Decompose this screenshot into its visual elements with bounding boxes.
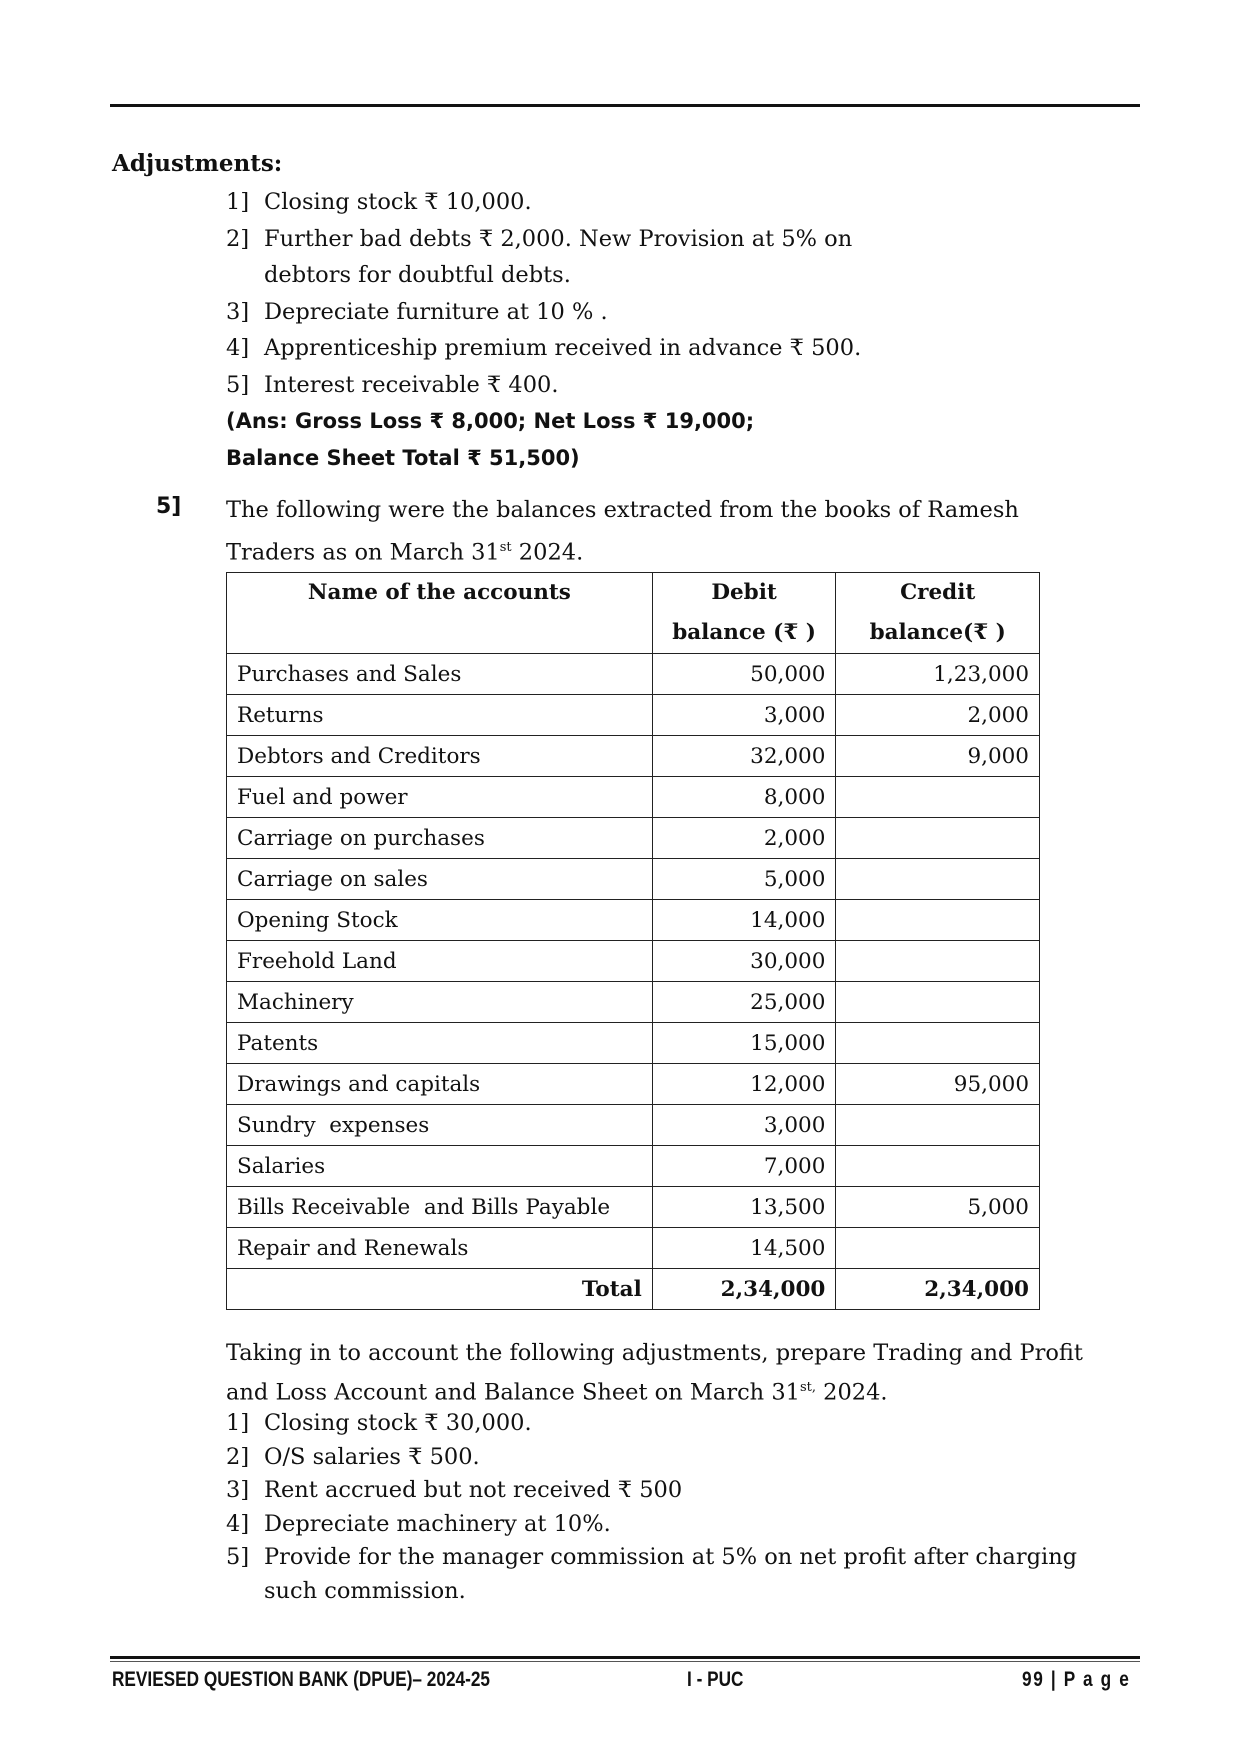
- adjustment-item: [226, 184, 1026, 221]
- total-debit: 2,34,000: [652, 1269, 836, 1310]
- account-name: Freehold Land: [227, 941, 653, 982]
- credit-value: 2,000: [836, 695, 1040, 736]
- credit-value: [836, 1228, 1040, 1269]
- table-row: [227, 818, 1040, 859]
- adjustments2-list: [226, 1407, 1126, 1608]
- adjustment-text: Depreciate furniture at 10 % .: [264, 298, 608, 325]
- account-name: Bills Receivable and Bills Payable: [227, 1187, 653, 1228]
- footer-page-number: 99 | P a g e: [1022, 1668, 1131, 1691]
- header-debit: [652, 573, 836, 654]
- account-name: Carriage on purchases: [227, 818, 653, 859]
- debit-value: 13,500: [652, 1187, 836, 1228]
- adjustment-number: 2]: [226, 225, 250, 252]
- account-name: Machinery: [227, 982, 653, 1023]
- question-intro-sup: st: [499, 540, 512, 555]
- table-row: [227, 736, 1040, 777]
- debit-value: 14,000: [652, 900, 836, 941]
- table-row: [227, 654, 1040, 695]
- adjustment-text: Closing stock ₹ 10,000.: [264, 189, 532, 215]
- debit-value: 15,000: [652, 1023, 836, 1064]
- table-row: [227, 1023, 1040, 1064]
- table-row: [227, 982, 1040, 1023]
- credit-value: [836, 1105, 1040, 1146]
- table-row: [227, 900, 1040, 941]
- account-name: Debtors and Creditors: [227, 736, 653, 777]
- table-row: [227, 777, 1040, 818]
- credit-value: 95,000: [836, 1064, 1040, 1105]
- adjustment-item: [226, 330, 1026, 367]
- footer-rule-thin: [110, 1661, 1140, 1662]
- credit-value: [836, 1023, 1040, 1064]
- header-credit: [836, 573, 1040, 654]
- account-name: Purchases and Sales: [227, 654, 653, 695]
- account-name: Repair and Renewals: [227, 1228, 653, 1269]
- question-intro-text: The following were the balances extracted from the books of Ramesh Traders as on March 31: [226, 497, 1019, 566]
- trial-balance-table: [226, 572, 1040, 1310]
- total-label: Total: [227, 1269, 653, 1310]
- debit-value: 7,000: [652, 1146, 836, 1187]
- account-name: Salaries: [227, 1146, 653, 1187]
- adjustment2-text: Depreciate machinery at 10%.: [264, 1510, 611, 1537]
- adjustment2-number: 5]: [226, 1544, 250, 1570]
- answer-line-1: (Ans: Gross Loss ₹ 8,000; Net Loss ₹ 19,000;: [226, 409, 755, 433]
- header-debit-line2: balance (₹ ): [672, 620, 816, 645]
- debit-value: 8,000: [652, 777, 836, 818]
- debit-value: 12,000: [652, 1064, 836, 1105]
- adjustment-item: [226, 294, 1026, 331]
- question-intro-year: 2024.: [511, 539, 584, 566]
- table-total-row: [227, 1269, 1040, 1310]
- adjustment-text: Apprenticeship premium received in advance ₹ 500.: [264, 335, 862, 361]
- debit-value: 25,000: [652, 982, 836, 1023]
- credit-value: [836, 982, 1040, 1023]
- debit-value: 32,000: [652, 736, 836, 777]
- adjustment-item: [226, 221, 1026, 294]
- table-row: [227, 1064, 1040, 1105]
- adjustment-number: 5]: [226, 371, 250, 398]
- question-number: 5]: [156, 494, 182, 519]
- adjustment2-item: [226, 1441, 1126, 1475]
- account-name: Drawings and capitals: [227, 1064, 653, 1105]
- adjustment-item: [226, 367, 1026, 404]
- adjustment2-text: O/S salaries ₹ 500.: [264, 1443, 480, 1470]
- credit-value: 5,000: [836, 1187, 1040, 1228]
- account-name: Fuel and power: [227, 777, 653, 818]
- debit-value: 3,000: [652, 695, 836, 736]
- table-row: [227, 1105, 1040, 1146]
- answer-line-2: Balance Sheet Total ₹ 51,500): [226, 446, 580, 470]
- adjustment-number: 3]: [226, 298, 250, 325]
- adjustment-number: 4]: [226, 335, 250, 361]
- instruction-year: 2024.: [815, 1379, 888, 1405]
- table-row: [227, 941, 1040, 982]
- instruction-paragraph: [226, 1337, 1126, 1410]
- header-credit-line2: balance(₹ ): [869, 620, 1006, 645]
- footer-left: REVIESED QUESTION BANK (DPUE)– 2024-25: [112, 1668, 490, 1691]
- header-debit-line1: Debit: [711, 580, 777, 605]
- table-row: [227, 1146, 1040, 1187]
- debit-value: 5,000: [652, 859, 836, 900]
- debit-value: 3,000: [652, 1105, 836, 1146]
- adjustment2-text: Closing stock ₹ 30,000.: [264, 1410, 532, 1436]
- adjustment2-number: 3]: [226, 1477, 250, 1503]
- question-intro: [226, 491, 1106, 572]
- adjustments-list: [226, 184, 1026, 477]
- account-name: Patents: [227, 1023, 653, 1064]
- adjustment2-item: [226, 1508, 1126, 1542]
- adjustment2-number: 2]: [226, 1443, 250, 1470]
- credit-value: [836, 818, 1040, 859]
- credit-value: [836, 1146, 1040, 1187]
- adjustment2-text: Rent accrued but not received ₹ 500: [264, 1477, 683, 1503]
- adjustment2-number: 4]: [226, 1510, 250, 1537]
- adjustment-text: Further bad debts ₹ 2,000. New Provision at 5% on debtors for doubtful debts.: [264, 225, 853, 288]
- debit-value: 50,000: [652, 654, 836, 695]
- table-row: [227, 1187, 1040, 1228]
- total-credit: 2,34,000: [836, 1269, 1040, 1310]
- footer-center: I - PUC: [687, 1668, 744, 1691]
- table-row: [227, 859, 1040, 900]
- instruction-sup: st,: [799, 1379, 816, 1395]
- debit-value: 30,000: [652, 941, 836, 982]
- adjustment2-item: [226, 1474, 1126, 1508]
- account-name: Returns: [227, 695, 653, 736]
- adjustment-text: Interest receivable ₹ 400.: [264, 371, 559, 398]
- adjustment2-text: Provide for the manager commission at 5% on net profit after charging such commission.: [264, 1544, 1078, 1604]
- credit-value: [836, 859, 1040, 900]
- adjustments-heading: Adjustments:: [112, 150, 283, 177]
- adjustment2-item: [226, 1407, 1126, 1441]
- instruction-text: Taking in to account the following adjustments, prepare Trading and Profit and Loss Account and Balance Sheet on March 31: [226, 1340, 1083, 1405]
- credit-value: [836, 941, 1040, 982]
- adjustment-number: 1]: [226, 189, 250, 215]
- header-name-label: Name of the accounts: [307, 580, 571, 605]
- table-header-row: [227, 573, 1040, 654]
- credit-value: 9,000: [836, 736, 1040, 777]
- debit-value: 14,500: [652, 1228, 836, 1269]
- table-row: [227, 695, 1040, 736]
- account-name: Opening Stock: [227, 900, 653, 941]
- credit-value: 1,23,000: [836, 654, 1040, 695]
- account-name: Carriage on sales: [227, 859, 653, 900]
- adjustment2-number: 1]: [226, 1410, 250, 1436]
- credit-value: [836, 900, 1040, 941]
- credit-value: [836, 777, 1040, 818]
- header-name: [227, 573, 653, 654]
- footer-rule: [110, 1656, 1140, 1659]
- header-rule: [110, 104, 1140, 107]
- account-name: Sundry expenses: [227, 1105, 653, 1146]
- header-credit-line1: Credit: [900, 580, 976, 605]
- debit-value: 2,000: [652, 818, 836, 859]
- table-row: [227, 1228, 1040, 1269]
- adjustment2-item: [226, 1541, 1126, 1608]
